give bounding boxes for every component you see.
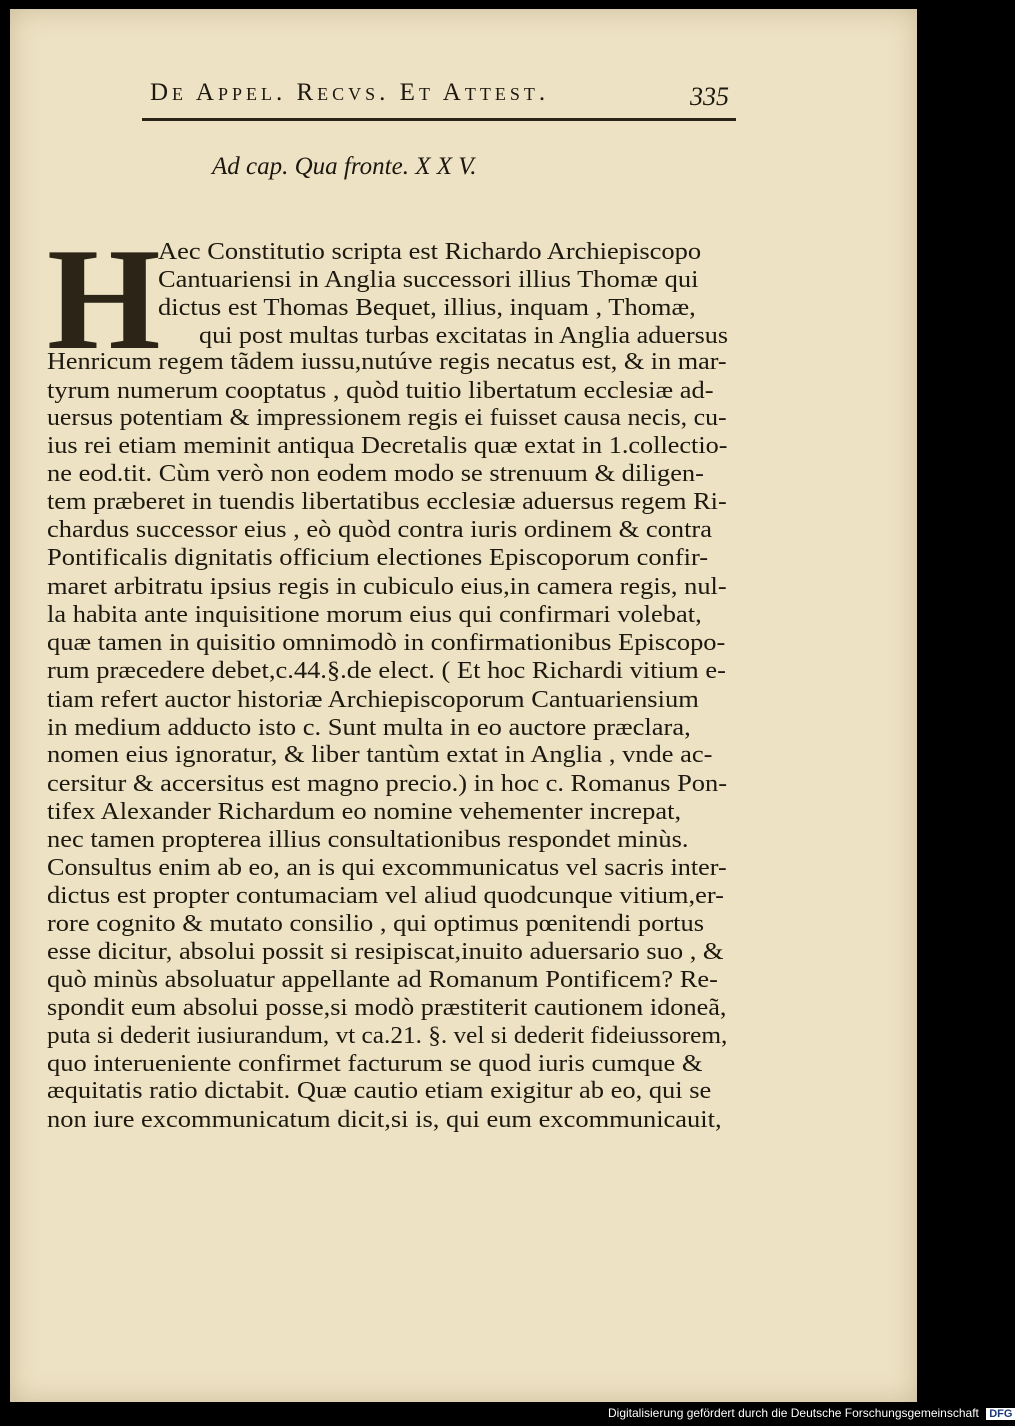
drop-cap-initial: H (47, 218, 161, 380)
text-line: quo interueniente confirmet facturum se quod iuris cumque & (47, 1050, 703, 1077)
text-line: non iure excommunicatum dicit,si is, qui eum excommunicauit, (47, 1106, 722, 1133)
text-line: spondit eum absolui posse,si modò præstiterit cautionem idoneã, (47, 994, 727, 1021)
text-line: chardus successor eius , eò quòd contra iuris ordinem & contra (47, 516, 712, 543)
text-line: ne eod.tit. Cùm verò non eodem modo se strenuum & diligen- (47, 460, 704, 487)
text-line: tiam refert auctor historiæ Archiepiscoporum Cantuariensium (47, 686, 699, 713)
text-line: tifex Alexander Richardum eo nomine vehementer increpat, (47, 798, 682, 825)
footer-credit (608, 1406, 1015, 1420)
text-line: rum præcedere debet,c.44.§.de elect. ( Et hoc Richardi vitium e- (47, 657, 726, 684)
text-line: Henricum regem tãdem iussu,nutúve regis necatus est, & in mar- (47, 348, 727, 375)
text-line: puta si dederit iusiurandum, vt ca.21. §. vel si dederit fideiussorem, (47, 1022, 728, 1049)
text-line: esse dicitur, absolui possit si resipiscat,inuito aduersario suo , & (47, 938, 724, 965)
text-line: Cantuariensi in Anglia successori illius Thomæ qui (158, 266, 699, 293)
text-line: ius rei etiam meminit antiqua Decretalis quæ extat in 1.collectio- (47, 432, 728, 459)
page-number: 335 (690, 82, 729, 111)
text-line: maret arbitratu ipsius regis in cubiculo eius,in camera regis, nul- (47, 573, 727, 600)
text-line: Consultus enim ab eo, an is qui excommunicatus vel sacris inter- (47, 854, 727, 881)
text-line: dictus est propter contumaciam vel aliud quodcunque vitium,er- (47, 882, 724, 909)
header-rule (142, 118, 736, 121)
running-head: De Appel. Recvs. Et Attest. (150, 79, 550, 106)
text-line: in medium adducto isto c. Sunt multa in eo auctore præclara, (47, 714, 691, 741)
text-line: rore cognito & mutato consilio , qui optimus pœnitendi portus (47, 910, 705, 937)
text-line: nomen eius ignoratur, & liber tantùm extat in Anglia , vnde ac- (47, 741, 713, 768)
chapter-subheading: Ad cap. Qua fronte. X X V. (212, 153, 477, 180)
text-line: Aec Constitutio scripta est Richardo Archiepiscopo (158, 238, 702, 265)
dfg-logo: DFG (986, 1408, 1015, 1420)
text-line: nec tamen propterea illius consultationibus respondet minùs. (47, 826, 689, 853)
text-line: æquitatis ratio dictabit. Quæ cautio etiam exigitur ab eo, qui se (47, 1077, 712, 1104)
text-line: quò minùs absoluatur appellante ad Romanum Pontificem? Re- (47, 966, 718, 993)
text-line: qui post multas turbas excitatas in Anglia aduersus (199, 322, 729, 349)
text-line: dictus est Thomas Bequet, illius, inquam , Thomæ, (158, 294, 696, 321)
text-line: Pontificalis dignitatis officium electiones Episcoporum confir- (47, 544, 709, 571)
text-line: cersitur & accersitus est magno precio.) in hoc c. Romanus Pon- (47, 770, 728, 797)
text-line: tem præberet in tuendis libertatibus ecclesiæ aduersus regem Ri- (47, 488, 727, 515)
footer-credit-text: Digitalisierung gefördert durch die Deutsche Forschungsgemeinschaft (608, 1406, 979, 1420)
text-line: quæ tamen in quisitio omnimodò in confirmationibus Episcopo- (47, 629, 726, 656)
text-line: tyrum numerum cooptatus , quòd tuitio libertatum ecclesiæ ad- (47, 377, 714, 404)
text-line: uersus potentiam & impressionem regis ei fuisset causa necis, cu- (47, 404, 727, 431)
text-line: la habita ante inquisitione morum eius qui confirmari volebat, (47, 601, 702, 628)
